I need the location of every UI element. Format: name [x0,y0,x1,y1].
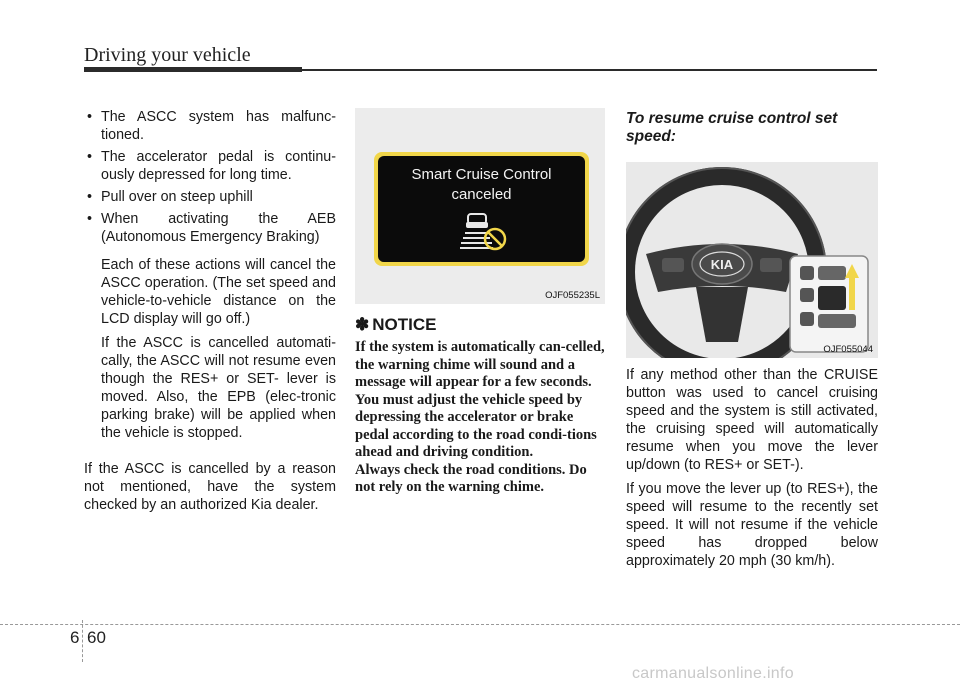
cancel-condition-list [84,108,336,246]
lcd-message-line2: canceled [451,186,512,203]
cancel-explanation: Each of these actions will cancel the ASCC operation. (The set speed and vehicle-to-vehicle distance on the LCD display will go off.) [101,257,336,327]
header-rule-thin [302,69,877,71]
steering-wheel-figure [626,162,878,358]
lcd-screen [378,156,585,262]
steering-wheel-illustration [626,162,878,358]
chapter-number: 6 [70,628,80,647]
scc-canceled-icon [460,211,510,255]
notice-paragraph: You must adjust the vehicle speed by depressing the accelerator or brake pedal according to the road condi-tions ahead and driving condition. [355,391,597,460]
resume-speed-paragraph: If you move the lever up (to RES+), the speed will resume to the recently set speed. It will not resume if the vehicle speed has dropped below approximately 20 mph (30 km/h). [626,481,878,569]
list-item: • The ASCC system has malfunc-tioned. [84,108,336,144]
header-rule-thick [84,67,302,72]
notice-paragraph: Always check the road conditions. Do not rely on the warning chime. [355,461,587,495]
footer-divider [82,620,83,662]
subsection-title: To resume cruise control set speed: [626,110,838,145]
kia-logo: KIA [710,257,734,272]
footer-rule [0,624,960,625]
middle-column [355,108,605,497]
notice-heading-text: NOTICE [372,315,437,334]
auto-cancel-explanation: If the ASCC is cancelled automati-cally, the ASCC will not resume even though the RES+ or SET- lever is moved. Also, the EPB (elec-tronic parking brake) will be applied when the vehicle is stopped. [101,335,336,441]
list-item: • The accelerator pedal is continu-ously depressed for long time. [84,148,336,184]
notice-paragraph: If the system is automatically can-celled, the warning chime will sound and a message will appear for a few seconds. [355,339,605,390]
lcd-message-line1: Smart Cruise Control [411,166,552,183]
figure-caption: OJF055044 [823,344,873,355]
section-title: Driving your vehicle [84,44,251,66]
left-column [84,108,336,514]
notice-heading [355,315,605,335]
watermark: carmanualsonline.info [632,665,794,682]
lcd-bezel [374,152,589,266]
figure-caption: OJF055235L [545,290,600,301]
resume-method-paragraph: If any method other than the CRUISE button was used to cancel cruising speed and the system is still activated, the cruising speed will automatically resume when you move the lever up/down (to RES+ or SET-). [626,367,878,473]
right-column [626,108,878,570]
lcd-display-figure [355,108,605,304]
dealer-advice-paragraph: If the ASCC is cancelled by a reason not mentioned, have the system checked by an authorized Kia dealer. [84,461,336,513]
notice-star-icon: ✽ [355,315,370,334]
list-item: • When activating the AEB (Autonomous Emergency Braking) [84,210,336,246]
page-number: 60 [87,628,106,647]
list-item: • Pull over on steep uphill [84,188,336,206]
